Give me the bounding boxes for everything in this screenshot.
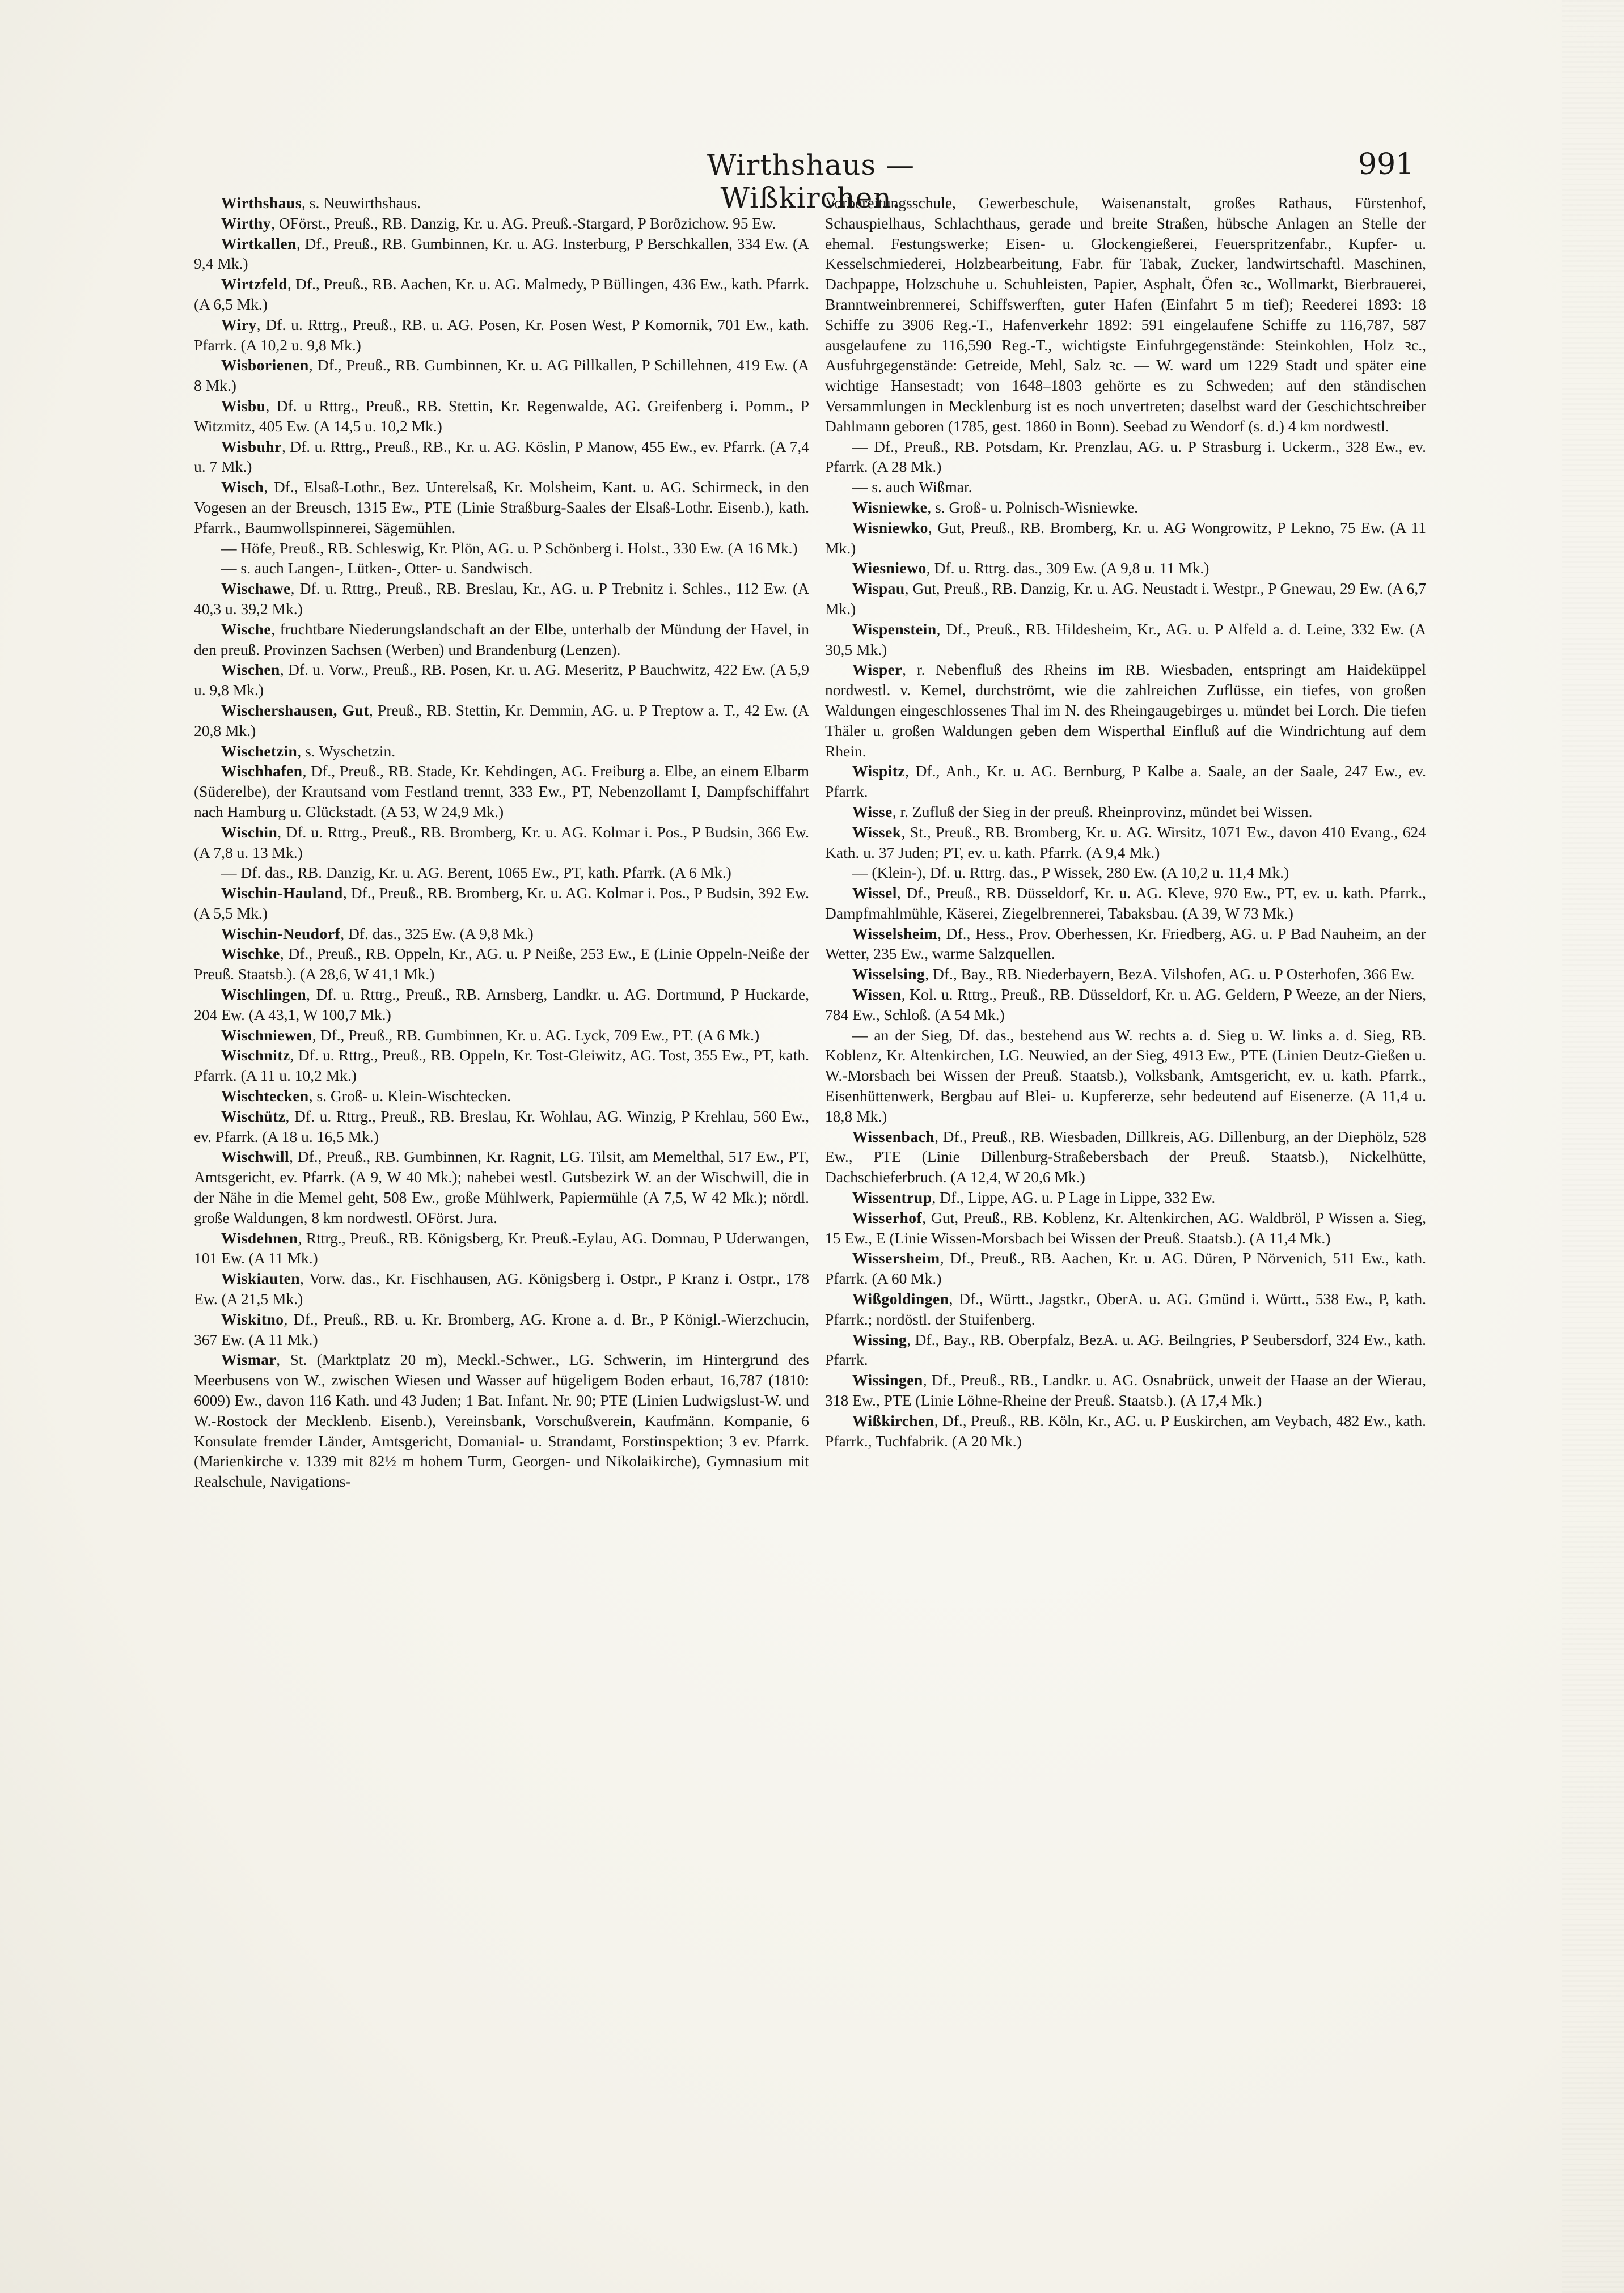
entry-lemma: Wischawe	[221, 579, 291, 598]
entry-text: Vorbereitungsschule, Gewerbeschule, Waisenanstalt, großes Rathaus, Fürstenhof, Schauspielhaus, Schlachthaus, gerade und breite Straßen, hübsche Anlagen an Stelle der ehemal. Festungswerke; Eisen- u. Glockengießerei, Feuerspritzenfabr., Kupfer- u. Kesselschmiederei, Holzbearbeitung, Fabr. für Tabak, Zucker, landwirtschaftl. Maschinen, Dachpappe, Holzschuhe u. Schuhleisten, Papier, Asphalt, Öfen ꝛc., Wollmarkt, Bierbrauerei, Branntweinbrennerei, Schiffswerften, guter Hafen (Einfahrt 5 m tief); Reederei 1893: 18 Schiffe zu 3906 Reg.-T., Hafenverkehr 1892: 591 eingelaufene Schiffe zu 116,787, 587 ausgelaufene zu 116,590 Reg.-T., wichtigste Einfuhrgegenstände: Steinkohlen, Holz ꝛc., Ausfuhrgegenstände: Getreide, Mehl, Salz ꝛc. — W. ward um 1229 Stadt und später eine wichtige Hansestadt; von 1648–1803 gehörte es zu Schweden; auf den ständischen Versammlungen in Mecklenburg ist es noch unvertreten; daselbst ward der Geschichtschreiber Dahlmann geboren (1785, gest. 1860 in Bonn). Seebad zu Wendorf (s. d.) 4 km nordwestl.	[825, 194, 1426, 435]
entry-text: , Df., Preuß., RB. Hildesheim, Kr., AG. u. P Alfeld a. d. Leine, 332 Ew. (A 30,5 Mk.)	[825, 620, 1426, 658]
entry-text: — s. auch Wißmar.	[852, 478, 972, 496]
page-number: 991	[1358, 147, 1415, 181]
dictionary-entry	[194, 944, 809, 984]
entry-lemma: Wisch	[221, 478, 264, 496]
dictionary-entry	[825, 822, 1426, 863]
entry-lemma: Wischütz	[221, 1107, 286, 1125]
entry-text: , Df. u Rttrg., Preuß., RB. Stettin, Kr. Regenwalde, AG. Greifenberg i. Pomm., P Witzmitz, 405 Ew. (A 14,5 u. 10,2 Mk.)	[194, 396, 809, 435]
entry-lemma: Wisborienen	[221, 356, 309, 374]
entry-lemma: Wissersheim	[852, 1249, 940, 1267]
entry-text: — an der Sieg, Df. das., bestehend aus W. rechts a. d. Sieg u. W. links a. d. Sieg, RB. Koblenz, Kr. Altenkirchen, LG. Neuwied, an der Sieg, 4913 Ew., PTE (Linien Deutz-Gießen u. W.-Morsbach bei Wissen der Preuß. Staatsb.), Volksbank, Amtsgericht, ev. u. kath. Pfarrk., Eisenhüttenwerk, Bergbau auf Blei- u. Kupfererze, sehr bedeutend auf Eisenerze. (A 11,4 u. 18,8 Mk.)	[825, 1026, 1426, 1125]
entry-text: — Df., Preuß., RB. Potsdam, Kr. Prenzlau, AG. u. P Strasburg i. Uckerm., 328 Ew., ev. Pfarrk. (A 28 Mk.)	[825, 437, 1426, 476]
dictionary-entry	[194, 437, 809, 477]
entry-text: , Preuß., RB. Stettin, Kr. Demmin, AG. u. P Treptow a. T., 42 Ew. (A 20,8 Mk.)	[194, 701, 809, 739]
dictionary-entry	[825, 1289, 1426, 1330]
entry-text: , Df., Preuß., RB. Gumbinnen, Kr. Ragnit, LG. Tilsit, am Memelthal, 517 Ew., PT, Amtsgericht, ev. Pfarrk. (A 9, W 40 Mk.); nahebei westl. Gutsbezirk W. an der Wischwill, die in der Nähe in die Memel geht, 508 Ew., große Mühlwerk, Papiermühle (A 7,5, W 42 Mk.); nördl. große Waldungen, 8 km nordwestl. OFörst. Jura.	[194, 1148, 809, 1226]
entry-lemma: Wiesniewo	[852, 559, 927, 577]
entry-text: , Df., Preuß., RB. Aachen, Kr. u. AG. Düren, P Nörvenich, 511 Ew., kath. Pfarrk. (A 60 Mk.)	[825, 1249, 1426, 1288]
entry-lemma: Wissing	[852, 1330, 907, 1348]
dictionary-entry	[194, 538, 809, 559]
dictionary-entry	[825, 802, 1426, 822]
entry-lemma: Wischershausen, Gut	[221, 701, 369, 719]
entry-text: , Gut, Preuß., RB. Bromberg, Kr. u. AG Wongrowitz, P Lekno, 75 Ew. (A 11 Mk.)	[825, 518, 1426, 557]
entry-text: , s. Groß- u. Polnisch-Wisniewke.	[927, 498, 1138, 516]
dictionary-entry	[825, 1187, 1426, 1208]
entry-lemma: Wische	[221, 620, 272, 638]
entry-lemma: Wirthy	[221, 214, 272, 232]
entry-text: , Df., Preuß., RB. Gumbinnen, Kr. u. AG. Insterburg, P Berschkallen, 334 Ew. (A 9,4 Mk.)	[194, 234, 809, 273]
entry-lemma: Wissel	[852, 884, 897, 902]
dictionary-entry	[194, 355, 809, 396]
dictionary-entry	[825, 1411, 1426, 1452]
dictionary-entry	[194, 761, 809, 822]
dictionary-entry	[825, 924, 1426, 964]
entry-text: , Rttrg., Preuß., RB. Königsberg, Kr. Preuß.-Eylau, AG. Domnau, P Uderwangen, 101 Ew. (A 11 Mk.)	[194, 1229, 809, 1267]
entry-lemma: Wissingen	[852, 1371, 923, 1389]
entry-lemma: Wischlingen	[221, 985, 307, 1004]
entry-lemma: Wisbuhr	[221, 437, 282, 455]
entry-text: , Df. u. Rttrg., Preuß., RB. u. AG. Posen, Kr. Posen West, P Komornik, 701 Ew., kath. Pfarrk. (A 10,2 u. 9,8 Mk.)	[194, 315, 809, 354]
entry-lemma: Wissenbach	[852, 1127, 935, 1145]
entry-text: , Df. u. Rttrg., Preuß., RB. Arnsberg, Landkr. u. AG. Dortmund, P Huckarde, 204 Ew. (A 43,1, W 100,7 Mk.)	[194, 985, 809, 1023]
entry-text: , Df. u. Vorw., Preuß., RB. Posen, Kr. u. AG. Meseritz, P Bauchwitz, 422 Ew. (A 5,9 u. 9,8 Mk.)	[194, 661, 809, 699]
entry-lemma: Wiry	[221, 315, 257, 333]
dictionary-entry	[194, 558, 809, 578]
dictionary-entry	[194, 1349, 809, 1492]
entry-text: , Df., Preuß., RB. u. Kr. Bromberg, AG. Krone a. d. Br., P Königl.-Wierzchucin, 367 Ew. (A 11 Mk.)	[194, 1310, 809, 1348]
entry-text: , s. Neuwirthshaus.	[302, 194, 421, 211]
entry-text: , Df., Preuß., RB. Stade, Kr. Kehdingen, AG. Freiburg a. Elbe, an einem Elbarm (Süderelbe), der Krautsand vom Festland trennt, 333 Ew., PT, Nebenzollamt I, Dampfschiffahrt nach Hamburg u. Glückstadt. (A 53, W 24,9 Mk.)	[194, 762, 809, 820]
entry-lemma: Wißkirchen	[852, 1411, 934, 1429]
entry-text: , Df., Preuß., RB., Landkr. u. AG. Osnabrück, unweit der Haase an der Wierau, 318 Ew., PTE (Linie Löhne-Rheine der Preuß. Staatsb.). (A 17,4 Mk.)	[825, 1371, 1426, 1410]
entry-lemma: Wißgoldingen	[852, 1290, 949, 1308]
entry-text: , Df., Preuß., RB. Wiesbaden, Dillkreis, AG. Dillenburg, an der Diephölz, 528 Ew., PTE (Linie Dillenburg-Straßebersbach der Preuß. Staatsb.), Nickelhütte, Dachschieferbruch. (A 12,4, W 20,6 Mk.)	[825, 1127, 1426, 1186]
left-column	[194, 193, 809, 2189]
dictionary-entry	[194, 578, 809, 619]
dictionary-entry	[825, 578, 1426, 619]
entry-lemma: Wissentrup	[852, 1188, 932, 1207]
entry-lemma: Wischniewen	[221, 1026, 312, 1044]
entry-text: , Df., Preuß., RB. Gumbinnen, Kr. u. AG. Lyck, 709 Ew., PT. (A 6 Mk.)	[312, 1026, 760, 1044]
entry-lemma: Wischin-Neudorf	[221, 924, 341, 942]
dictionary-entry	[825, 659, 1426, 761]
entry-text: — (Klein-), Df. u. Rttrg. das., P Wissek, 280 Ew. (A 10,2 u. 11,4 Mk.)	[852, 864, 1289, 882]
dictionary-entry	[825, 518, 1426, 559]
dictionary-entry	[194, 274, 809, 315]
dictionary-entry	[825, 883, 1426, 924]
dictionary-entry	[194, 924, 809, 944]
entry-text: , s. Groß- u. Klein-Wischtecken.	[308, 1087, 511, 1105]
entry-lemma: Wissen	[852, 985, 902, 1004]
dictionary-entry	[194, 659, 809, 700]
entry-text: , Vorw. das., Kr. Fischhausen, AG. Königsberg i. Ostpr., P Kranz i. Ostpr., 178 Ew. (A 21,5 Mk.)	[194, 1270, 809, 1308]
entry-text: , Df., Preuß., RB. Düsseldorf, Kr. u. AG. Kleve, 970 Ew., PT, ev. u. kath. Pfarrk., Dampfmahlmühle, Käserei, Ziegelbrennerei, Tabaksbau. (A 39, W 73 Mk.)	[825, 884, 1426, 922]
entry-text: — Df. das., RB. Danzig, Kr. u. AG. Berent, 1065 Ew., PT, kath. Pfarrk. (A 6 Mk.)	[221, 864, 731, 882]
entry-lemma: Wispitz	[852, 762, 906, 780]
entry-text: , Df., Bay., RB. Oberpfalz, BezA. u. AG. Beilngries, P Seubersdorf, 324 Ew., kath. Pfarrk.	[825, 1330, 1426, 1369]
dictionary-entry	[194, 234, 809, 274]
entry-lemma: Wisbu	[221, 396, 266, 414]
entry-lemma: Wischnitz	[221, 1046, 290, 1064]
right-column	[825, 193, 1426, 2189]
dictionary-entry	[194, 213, 809, 234]
entry-lemma: Wirtzfeld	[221, 275, 288, 293]
dictionary-entry	[194, 1025, 809, 1046]
dictionary-entry	[825, 1208, 1426, 1249]
entry-lemma: Wisniewke	[852, 498, 928, 516]
dictionary-entry	[194, 396, 809, 437]
entry-text: , Df. u. Rttrg., Preuß., RB. Bromberg, Kr. u. AG. Kolmar i. Pos., P Budsin, 366 Ew. (A 7,8 u. 13 Mk.)	[194, 823, 809, 861]
dictionary-entry	[194, 1268, 809, 1309]
entry-lemma: Wischin	[221, 823, 278, 841]
dictionary-entry	[194, 193, 809, 213]
entry-text: — s. auch Langen-, Lütken-, Otter- u. Sandwisch.	[221, 559, 533, 577]
dictionary-entry	[825, 1248, 1426, 1289]
dictionary-entry	[194, 1228, 809, 1269]
entry-text: , Df., Preuß., RB. Bromberg, Kr. u. AG. Kolmar i. Pos., P Budsin, 392 Ew. (A 5,5 Mk.)	[194, 884, 809, 922]
entry-lemma: Wismar	[221, 1351, 277, 1369]
entry-lemma: Wispau	[852, 579, 905, 598]
paper-texture	[1562, 0, 1624, 2293]
dictionary-entry	[194, 619, 809, 660]
entry-text: , Df. u. Rttrg., Preuß., RB. Breslau, Kr. Wohlau, AG. Winzig, P Krehlau, 560 Ew., ev. Pfarrk. (A 18 u. 16,5 Mk.)	[194, 1107, 809, 1145]
entry-lemma: Wisniewko	[852, 518, 928, 536]
entry-text: , Gut, Preuß., RB. Danzig, Kr. u. AG. Neustadt i. Westpr., P Gnewau, 29 Ew. (A 6,7 Mk.)	[825, 579, 1426, 617]
entry-lemma: Wisserhof	[852, 1208, 923, 1226]
dictionary-entry	[194, 700, 809, 741]
dictionary-entry	[825, 1127, 1426, 1187]
entry-lemma: Wisselsing	[852, 965, 925, 983]
dictionary-entry	[825, 558, 1426, 578]
dictionary-entry	[194, 1146, 809, 1228]
dictionary-entry	[194, 984, 809, 1025]
dictionary-entry	[194, 883, 809, 924]
entry-lemma: Wisdehnen	[221, 1229, 298, 1247]
dictionary-entry	[825, 1025, 1426, 1127]
entry-lemma: Wischetzin	[221, 742, 298, 760]
entry-text: , Df., Preuß., RB. Oppeln, Kr., AG. u. P Neiße, 253 Ew., E (Linie Oppeln-Neiße der Preuß. Staatsb.). (A 28,6, W 41,1 Mk.)	[194, 945, 809, 983]
entry-lemma: Wischen	[221, 661, 280, 679]
entry-text: , Df., Preuß., RB. Köln, Kr., AG. u. P Euskirchen, am Veybach, 482 Ew., kath. Pfarrk., Tuchfabrik. (A 20 Mk.)	[825, 1411, 1426, 1450]
entry-lemma: Wirtkallen	[221, 234, 297, 252]
entry-text: , Df. das., 325 Ew. (A 9,8 Mk.)	[340, 924, 534, 942]
entry-lemma: Wiskitno	[221, 1310, 284, 1328]
dictionary-entry	[194, 1045, 809, 1086]
dictionary-entry	[194, 1309, 809, 1350]
dictionary-entry	[194, 1086, 809, 1106]
dictionary-entry	[825, 761, 1426, 802]
entry-lemma: Wisper	[852, 661, 903, 679]
entry-text: , Kol. u. Rttrg., Preuß., RB. Düsseldorf, Kr. u. AG. Geldern, P Weeze, an der Niers, 784 Ew., Schloß. (A 54 Mk.)	[825, 985, 1426, 1023]
dictionary-entry	[194, 477, 809, 538]
entry-lemma: Wissek	[852, 823, 902, 841]
entry-text: , r. Zufluß der Sieg in der preuß. Rheinprovinz, mündet bei Wissen.	[892, 802, 1313, 820]
dictionary-entry	[825, 477, 1426, 497]
dictionary-entry	[194, 315, 809, 356]
entry-text: , Df. u. Rttrg., Preuß., RB., Kr. u. AG. Köslin, P Manow, 455 Ew., ev. Pfarrk. (A 7,4 u. 7 Mk.)	[194, 437, 809, 476]
entry-lemma: Wisse	[852, 802, 893, 820]
dictionary-entry	[194, 862, 809, 883]
entry-text: , Df., Württ., Jagstkr., OberA. u. AG. Gmünd i. Württ., 538 Ew., P, kath. Pfarrk.; nordöstl. der Stuifenberg.	[825, 1290, 1426, 1328]
entry-text: , Df., Lippe, AG. u. P Lage in Lippe, 332 Ew.	[932, 1188, 1216, 1207]
entry-lemma: Wirthshaus	[221, 194, 302, 211]
entry-text: , fruchtbare Niederungslandschaft an der Elbe, unterhalb der Mündung der Havel, in den preuß. Provinzen Sachsen (Werben) und Brandenburg (Lenzen).	[194, 620, 809, 658]
entry-text: , Df., Elsaß-Lothr., Bez. Unterelsaß, Kr. Molsheim, Kant. u. AG. Schirmeck, in den Vogesen an der Breusch, 1315 Ew., PTE (Linie Straßburg-Saales der Elsaß-Lothr. Eisenb.), kath. Pfarrk., Baumwollspinnerei, Sägemühlen.	[194, 478, 809, 536]
entry-lemma: Wischhafen	[221, 762, 303, 780]
dictionary-entry	[194, 1106, 809, 1147]
entry-text: , Df., Preuß., RB. Aachen, Kr. u. AG. Malmedy, P Büllingen, 436 Ew., kath. Pfarrk. (A 6,5 Mk.)	[194, 275, 809, 313]
page-title: Wirthshaus — Wißkirchen.	[707, 149, 915, 214]
entry-lemma: Wiskiauten	[221, 1270, 300, 1288]
dictionary-entry	[825, 964, 1426, 984]
entry-lemma: Wischke	[221, 945, 280, 963]
entry-text: , Df. u. Rttrg., Preuß., RB. Breslau, Kr., AG. u. P Trebnitz i. Schles., 112 Ew. (A 40,3 u. 39,2 Mk.)	[194, 579, 809, 617]
entry-text: , r. Nebenfluß des Rheins im RB. Wiesbaden, entspringt am Haideküppel nordwestl. v. Kemel, durchströmt, wie die zahlreichen Zuflüsse, ein tiefes, von großen Waldungen eingeschlossenes Thal im N. des Rheingaugebirges u. mündet bei Lorch. Die tiefen Thäler u. großen Waldungen geben dem Wisperthal Einfluß auf die Windrichtung auf dem Rhein.	[825, 661, 1426, 760]
entry-text: , Df., Bay., RB. Niederbayern, BezA. Vilshofen, AG. u. P Osterhofen, 366 Ew.	[925, 965, 1415, 983]
entry-text: , Df. u. Rttrg., Preuß., RB. Oppeln, Kr. Tost-Gleiwitz, AG. Tost, 355 Ew., PT, kath. Pfarrk. (A 11 u. 10,2 Mk.)	[194, 1046, 809, 1085]
entry-text: , Df., Hess., Prov. Oberhessen, Kr. Friedberg, AG. u. P Bad Nauheim, an der Wetter, 235 Ew., warme Salzquellen.	[825, 924, 1426, 963]
entry-text: , Df., Anh., Kr. u. AG. Bernburg, P Kalbe a. Saale, an der Saale, 247 Ew., ev. Pfarrk.	[825, 762, 1426, 801]
entry-text: , OFörst., Preuß., RB. Danzig, Kr. u. AG. Preuß.-Stargard, P Borðzichow. 95 Ew.	[271, 214, 776, 232]
entry-text: — Höfe, Preuß., RB. Schleswig, Kr. Plön, AG. u. P Schönberg i. Holst., 330 Ew. (A 16 Mk.)	[221, 539, 798, 557]
entry-text: , Df., Preuß., RB. Gumbinnen, Kr. u. AG Pillkallen, P Schillehnen, 419 Ew. (A 8 Mk.)	[194, 356, 809, 395]
entry-text: , St. (Marktplatz 20 m), Meckl.-Schwer., LG. Schwerin, im Hintergrund des Meerbusens von W., zwischen Wiesen und Wasser auf hügeligem Boden erbaut, 16,787 (1810: 6009) Ew., davon 116 Kath. und 43 Juden; 1 Bat. Infant. Nr. 90; PTE (Linien Ludwigslust-W. und W.-Rostock der Mecklenb. Eisenb.), Vereinsbank, Vorschußverein, Kaufmänn. Kompanie, 6 Konsulate fremder Länder, Amtsgericht, Domanial- u. Strandamt, Forstinspektion; 3 ev. Pfarrk. (Marienkirche v. 1339 mit 82½ m hohem Turm, Georgen- und Nikolaikirche), Gymnasium mit Realschule, Navigations-	[194, 1351, 809, 1491]
dictionary-entry	[194, 741, 809, 761]
entry-lemma: Wisselsheim	[852, 924, 938, 942]
entry-text: , Df. u. Rttrg. das., 309 Ew. (A 9,8 u. 11 Mk.)	[926, 559, 1209, 577]
entry-text: , Gut, Preuß., RB. Koblenz, Kr. Altenkirchen, AG. Waldbröl, P Wissen a. Sieg, 15 Ew., E (Linie Wissen-Morsbach bei Wissen der Preuß. Staatsb.). (A 11,4 Mk.)	[825, 1208, 1426, 1247]
entry-lemma: Wispenstein	[852, 620, 937, 638]
dictionary-entry	[825, 1370, 1426, 1411]
dictionary-entry	[825, 497, 1426, 518]
dictionary-entry	[194, 822, 809, 863]
dictionary-entry	[825, 984, 1426, 1025]
dictionary-entry	[825, 862, 1426, 883]
dictionary-entry	[825, 619, 1426, 660]
entry-lemma: Wischwill	[221, 1148, 290, 1166]
entry-text: , s. Wyschetzin.	[297, 742, 396, 760]
entry-lemma: Wischtecken	[221, 1087, 309, 1105]
entry-text: , St., Preuß., RB. Bromberg, Kr. u. AG. Wirsitz, 1071 Ew., davon 410 Evang., 624 Kath. u. 37 Juden; PT, ev. u. kath. Pfarrk. (A 9,4 Mk.)	[825, 823, 1426, 861]
dictionary-entry	[825, 193, 1426, 437]
dictionary-entry	[825, 437, 1426, 477]
dictionary-entry	[825, 1330, 1426, 1370]
entry-lemma: Wischin-Hauland	[221, 884, 343, 902]
